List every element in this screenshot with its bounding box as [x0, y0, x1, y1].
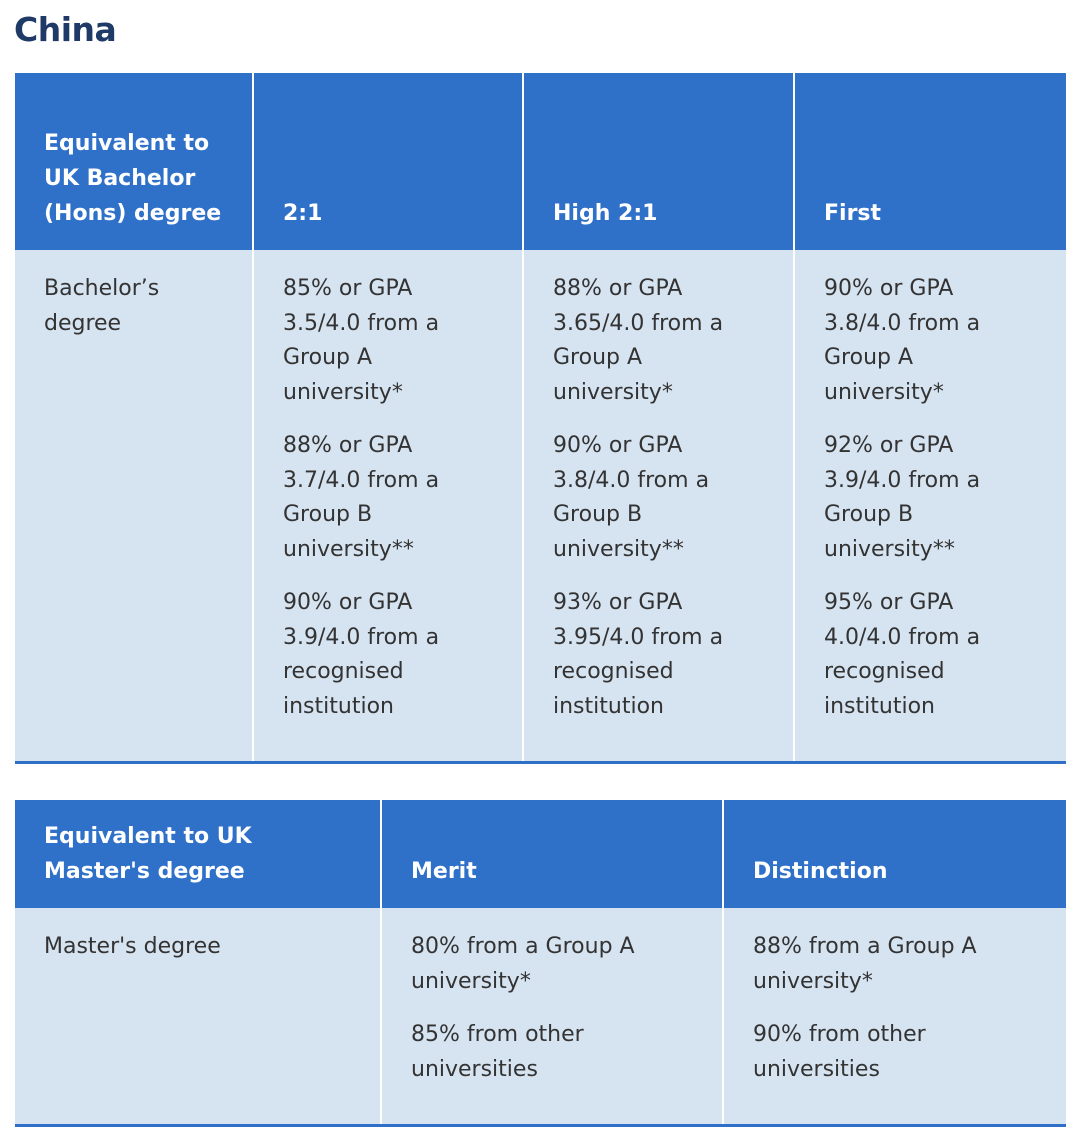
row-label-cell	[15, 250, 253, 762]
grade-cell-first	[794, 250, 1066, 762]
page-title: China	[14, 10, 117, 49]
row-label: Bachelor’s degree	[44, 276, 160, 336]
table-row	[15, 250, 1066, 762]
column-header-2-1: 2:1	[253, 73, 523, 250]
requirement-text: 90% or GPA 3.9/4.0 from a recognised institution	[283, 590, 440, 719]
column-header-equivalent: Equivalent to UK Master's degree	[15, 800, 381, 908]
requirement-text: 85% or GPA 3.5/4.0 from a Group A university*	[283, 276, 440, 405]
requirement-text: 88% from a Group A university*	[753, 934, 977, 994]
master-equivalence-table	[15, 800, 1066, 1127]
requirement-text: 93% or GPA 3.95/4.0 from a recognised institution	[553, 590, 724, 719]
requirement-text: 80% from a Group A university*	[411, 934, 635, 994]
requirement-text: 90% or GPA 3.8/4.0 from a Group B university**	[553, 433, 710, 562]
bachelor-equivalence-table	[15, 73, 1066, 764]
requirement-text: 88% or GPA 3.65/4.0 from a Group A university*	[553, 276, 724, 405]
requirement-text: 95% or GPA 4.0/4.0 from a recognised institution	[824, 590, 981, 719]
column-header-merit: Merit	[381, 800, 723, 908]
grade-cell-merit	[381, 908, 723, 1125]
column-header-high-2-1: High 2:1	[523, 73, 794, 250]
table-header-row	[15, 800, 1066, 908]
requirement-text: 85% from other universities	[411, 1022, 584, 1082]
table-row	[15, 908, 1066, 1125]
requirement-text: 92% or GPA 3.9/4.0 from a Group B university**	[824, 433, 981, 562]
requirement-text: 90% or GPA 3.8/4.0 from a Group A university*	[824, 276, 981, 405]
column-header-first: First	[794, 73, 1066, 250]
row-label: Master's degree	[44, 934, 221, 959]
column-header-distinction: Distinction	[723, 800, 1066, 908]
requirement-text: 90% from other universities	[753, 1022, 926, 1082]
grade-cell-2-1	[253, 250, 523, 762]
requirement-text: 88% or GPA 3.7/4.0 from a Group B university**	[283, 433, 440, 562]
column-header-equivalent: Equivalent to UK Bachelor (Hons) degree	[15, 73, 253, 250]
row-label-cell	[15, 908, 381, 1125]
grade-cell-high-2-1	[523, 250, 794, 762]
table-header-row	[15, 73, 1066, 250]
grade-cell-distinction	[723, 908, 1066, 1125]
